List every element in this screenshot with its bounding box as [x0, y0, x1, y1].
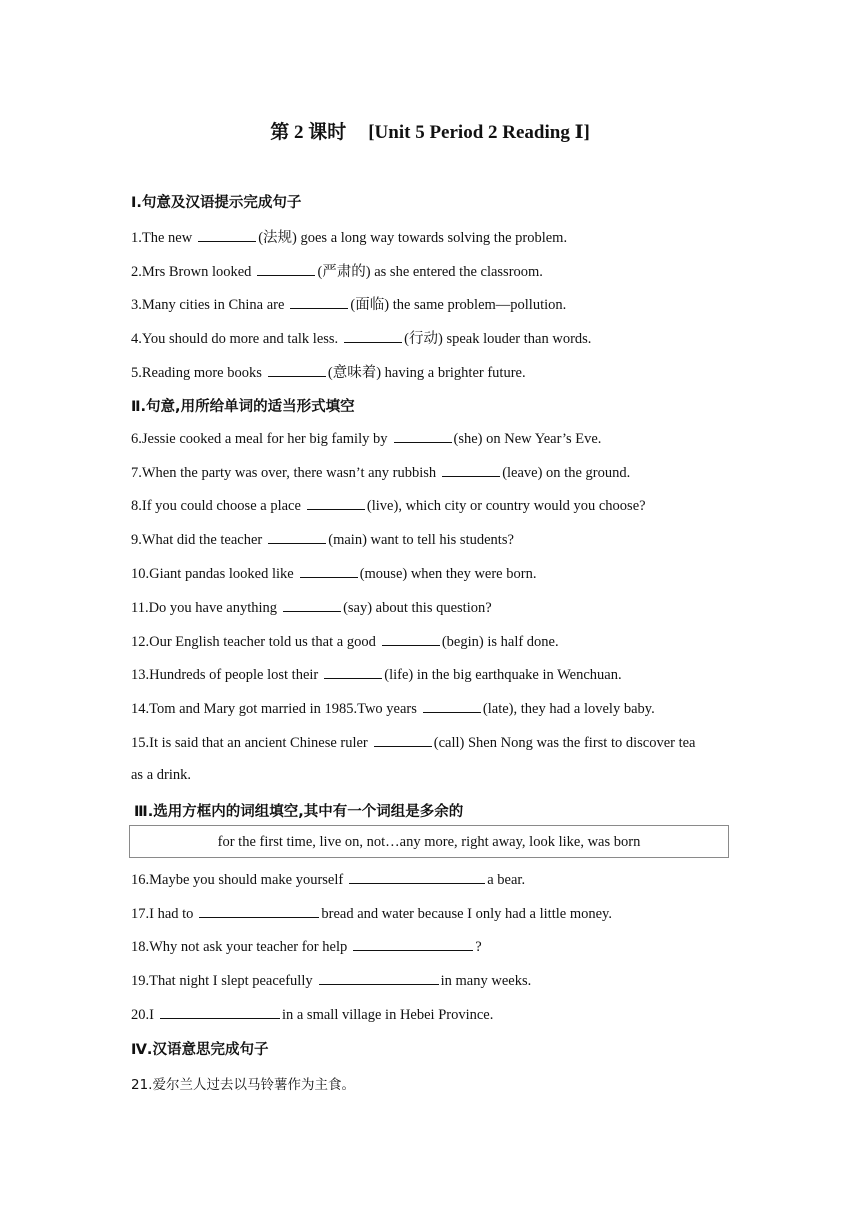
q16-rest: a bear.: [487, 872, 526, 888]
q14-stem: 14.Tom and Mary got married in 1985.Two years: [131, 701, 417, 717]
question-18: [131, 937, 482, 956]
question-15: [131, 733, 696, 752]
q8-answer-blank[interactable]: [307, 496, 365, 510]
question-1: [131, 226, 567, 247]
q13-answer-blank[interactable]: [324, 665, 382, 679]
q7-rest: (leave) on the ground.: [502, 465, 631, 481]
q17-answer-blank[interactable]: [199, 904, 319, 918]
question-12: [131, 632, 559, 651]
q11-stem: 11.Do you have anything: [131, 600, 278, 616]
q5-stem: 5.Reading more books: [131, 365, 262, 381]
q11-rest: (say) about this question?: [343, 600, 492, 616]
q19-rest: in many weeks.: [440, 973, 532, 989]
question-10: [131, 564, 536, 583]
question-14: [131, 699, 655, 718]
q9-stem: 9.What did the teacher: [131, 532, 263, 548]
question-21: 21.爱尔兰人过去以马铃薯作为主食。: [131, 1077, 355, 1093]
q10-stem: 10.Giant pandas looked like: [131, 566, 294, 582]
q3-stem: 3.Many cities in China are: [131, 297, 285, 313]
q12-answer-blank[interactable]: [382, 632, 440, 646]
q16-stem: 16.Maybe you should make yourself: [131, 872, 344, 888]
q18-stem: 18.Why not ask your teacher for help: [131, 939, 348, 955]
q10-answer-blank[interactable]: [300, 564, 358, 578]
q16-answer-blank[interactable]: [349, 870, 485, 884]
q1-answer-blank[interactable]: [198, 228, 256, 242]
q6-stem: 6.Jessie cooked a meal for her big family by: [131, 431, 388, 447]
q15-stem: 15.It is said that an ancient Chinese ruler: [131, 735, 368, 751]
q6-rest: (she) on New Year’s Eve.: [453, 431, 602, 447]
question-20: [131, 1005, 493, 1024]
question-17: [131, 904, 612, 923]
title-lesson: 第 2 课时: [270, 122, 347, 143]
q7-answer-blank[interactable]: [442, 463, 500, 477]
q15-rest: (call) Shen Nong was the first to discover tea: [433, 735, 696, 751]
question-15-continued: as a drink.: [131, 767, 191, 783]
q10-rest: (mouse) when they were born.: [359, 566, 537, 582]
q17-stem: 17.I had to: [131, 906, 194, 922]
q9-answer-blank[interactable]: [268, 530, 326, 544]
q18-rest: ?: [475, 939, 482, 955]
question-13: [131, 665, 622, 684]
q15-answer-blank[interactable]: [374, 733, 432, 747]
question-16: [131, 870, 525, 889]
question-19: [131, 971, 531, 990]
word-bank-box: for the first time, live on, not…any more, right away, look like, was born: [129, 825, 729, 858]
q1-rest: (法规) goes a long way towards solving the problem.: [258, 230, 568, 246]
q4-answer-blank[interactable]: [344, 329, 402, 343]
q2-stem: 2.Mrs Brown looked: [131, 264, 252, 280]
q12-stem: 12.Our English teacher told us that a good: [131, 634, 376, 650]
q2-answer-blank[interactable]: [257, 262, 315, 276]
question-9: [131, 530, 514, 549]
q13-stem: 13.Hundreds of people lost their: [131, 667, 319, 683]
question-5: [131, 361, 526, 382]
question-4: [131, 327, 591, 348]
q18-answer-blank[interactable]: [353, 937, 473, 951]
section-1-heading: Ⅰ.句意及汉语提示完成句子: [131, 195, 302, 211]
section-3-heading: Ⅲ.选用方框内的词组填空,其中有一个词组是多余的: [134, 804, 464, 820]
question-2: [131, 260, 543, 281]
q20-stem: 20.I: [131, 1007, 154, 1023]
q3-answer-blank[interactable]: [290, 295, 348, 309]
q3-rest: (面临) the same problem—pollution.: [350, 297, 567, 313]
q2-rest: (严肃的) as she entered the classroom.: [317, 264, 543, 280]
q8-stem: 8.If you could choose a place: [131, 498, 301, 514]
question-11: [131, 598, 492, 617]
q12-rest: (begin) is half done.: [441, 634, 559, 650]
q1-stem: 1.The new: [131, 230, 193, 246]
q13-rest: (life) in the big earthquake in Wenchuan.: [384, 667, 622, 683]
question-8: [131, 496, 646, 515]
q9-rest: (main) want to tell his students?: [328, 532, 514, 548]
q5-rest: (意味着) having a brighter future.: [327, 365, 526, 381]
q11-answer-blank[interactable]: [283, 598, 341, 612]
q7-stem: 7.When the party was over, there wasn’t any rubbish: [131, 465, 437, 481]
question-6: [131, 429, 601, 448]
q19-stem: 19.That night I slept peacefully: [131, 973, 313, 989]
title-unit: [Unit 5 Period 2 Reading Ⅰ]: [368, 122, 590, 143]
q6-answer-blank[interactable]: [394, 429, 452, 443]
section-2-heading: Ⅱ.句意,用所给单词的适当形式填空: [131, 399, 355, 415]
question-3: [131, 293, 566, 314]
q20-answer-blank[interactable]: [160, 1005, 280, 1019]
question-7: [131, 463, 630, 482]
section-4-heading: Ⅳ.汉语意思完成句子: [131, 1042, 269, 1058]
q19-answer-blank[interactable]: [319, 971, 439, 985]
q4-stem: 4.You should do more and talk less.: [131, 331, 339, 347]
q14-rest: (late), they had a lovely baby.: [482, 701, 655, 717]
q20-rest: in a small village in Hebei Province.: [281, 1007, 494, 1023]
q4-rest: (行动) speak louder than words.: [404, 331, 592, 347]
q8-rest: (live), which city or country would you choose?: [366, 498, 646, 514]
page-title: [0, 117, 860, 144]
q17-rest: bread and water because I only had a little money.: [321, 906, 612, 922]
q5-answer-blank[interactable]: [268, 363, 326, 377]
q14-answer-blank[interactable]: [423, 699, 481, 713]
